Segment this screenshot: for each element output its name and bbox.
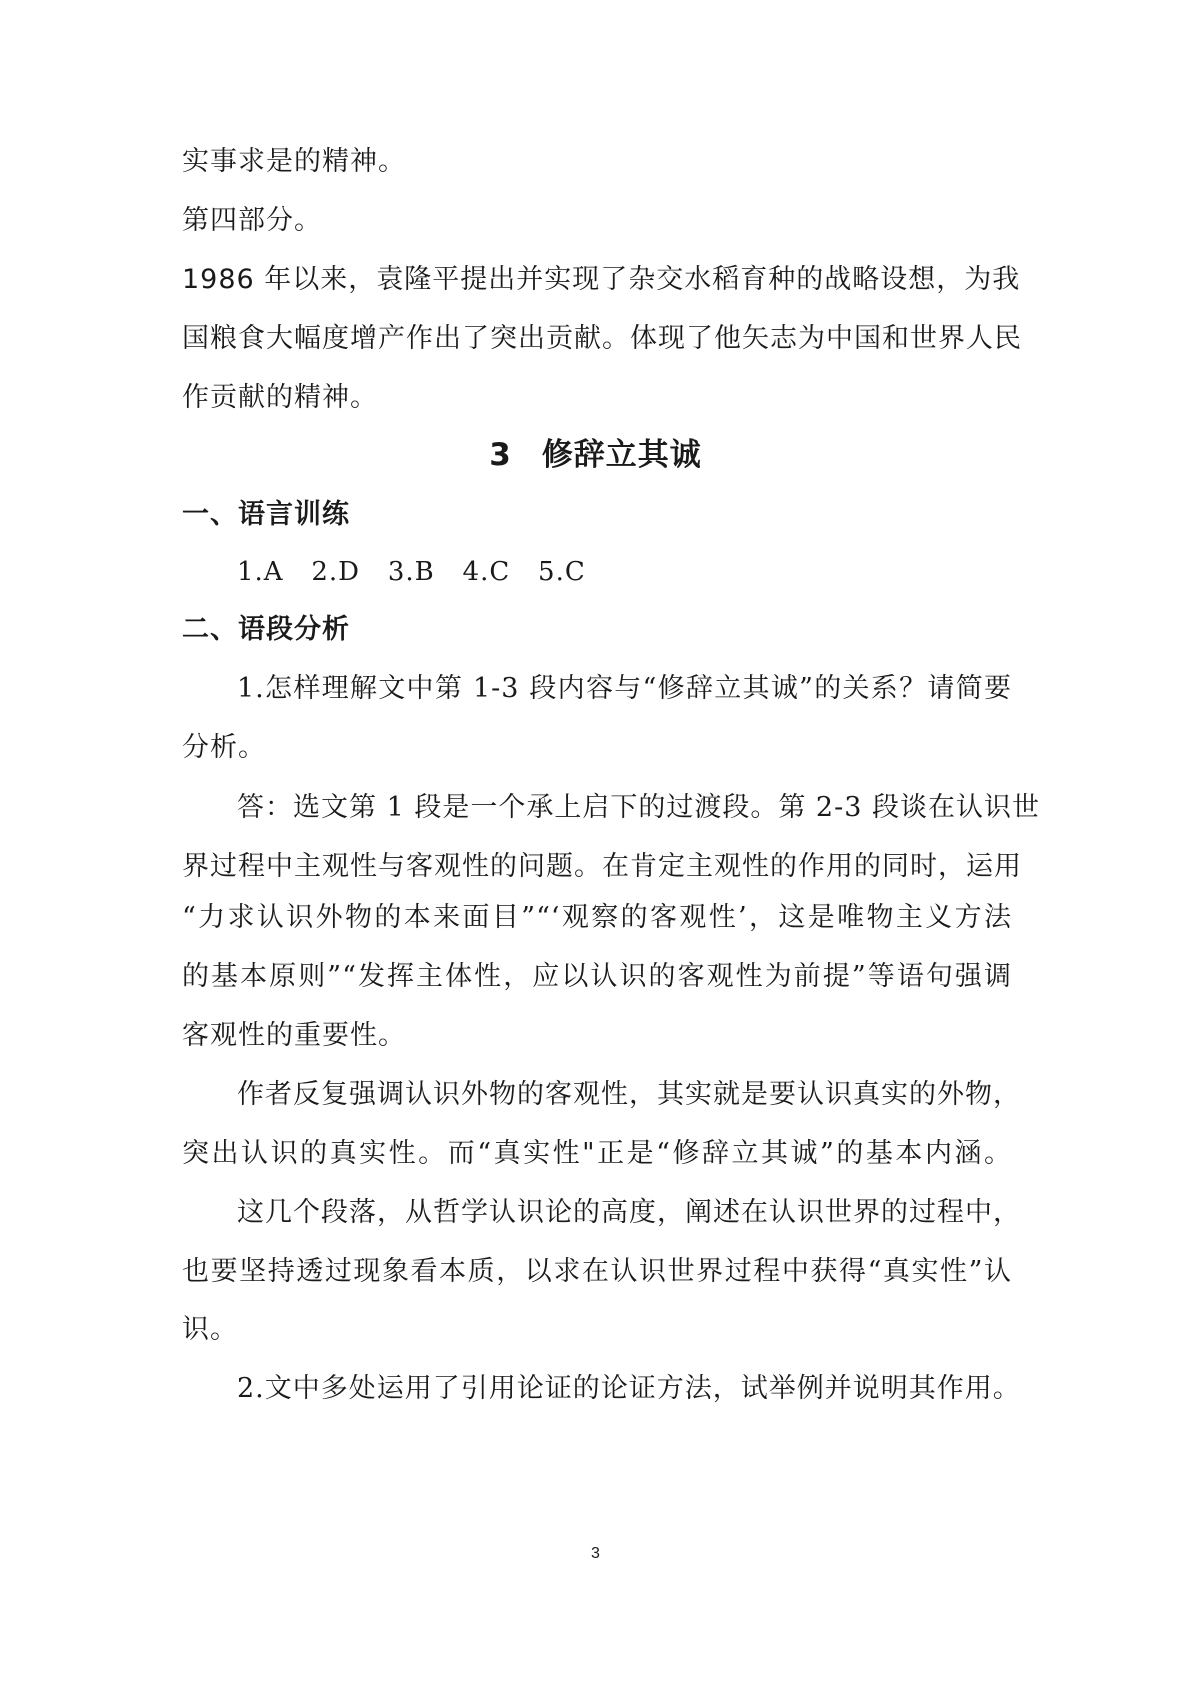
answer-1-line: 这几个段落，从哲学认识论的高度，阐述在认识世界的过程中， [237, 1197, 1021, 1228]
section-number: 3 [489, 437, 512, 473]
page-number: 3 [591, 1545, 600, 1562]
answer-1-line: 界过程中主观性与客观性的问题。在肯定主观性的作用的同时，运用 [182, 851, 1022, 882]
answer-1-line: 突出认识的真实性。而“真实性"正是“修辞立其诚”的基本内涵。 [182, 1138, 1012, 1169]
text-line: 作贡献的精神。 [182, 382, 378, 413]
answer-1-line: “力求认识外物的本来面目”“‘观察的客观性’，这是唯物主义方法 [182, 902, 1012, 933]
text-line: 国粮食大幅度增产作出了突出贡献。体现了他矢志为中国和世界人民 [182, 323, 1022, 354]
answer-key: 1.A 2.D 3.B 4.C 5.C [237, 557, 586, 587]
section-title-text: 修辞立其诚 [541, 437, 702, 473]
answer-1-line: 识。 [182, 1314, 238, 1345]
text-line: 1986 年以来，袁隆平提出并实现了杂交水稻育种的战略设想，为我 [182, 264, 1021, 295]
question-1-line: 1.怎样理解文中第 1-3 段内容与“修辞立其诚”的关系？请简要 [237, 673, 1012, 704]
answer-1-line: 答：选文第 1 段是一个承上启下的过渡段。第 2-3 段谈在认识世 [237, 792, 1040, 823]
question-1-line: 分析。 [182, 732, 266, 763]
answer-1-line: 的基本原则”“发挥主体性，应以认识的客观性为前提”等语句强调 [182, 961, 1012, 992]
part-heading-paragraph-analysis: 二、语段分析 [182, 614, 350, 645]
answer-1-line: 也要坚持透过现象看本质，以求在认识世界过程中获得“真实性”认 [182, 1256, 1012, 1287]
answer-1-line: 客观性的重要性。 [182, 1020, 406, 1051]
answer-1-line: 作者反复强调认识外物的客观性，其实就是要认识真实的外物， [237, 1079, 1021, 1110]
text-line: 实事求是的精神。 [182, 146, 406, 177]
part-heading-language-training: 一、语言训练 [182, 499, 350, 530]
text-line: 第四部分。 [182, 205, 322, 236]
section-title [0, 433, 1191, 477]
question-2-line: 2.文中多处运用了引用论证的论证方法，试举例并说明其作用。 [237, 1373, 1021, 1404]
